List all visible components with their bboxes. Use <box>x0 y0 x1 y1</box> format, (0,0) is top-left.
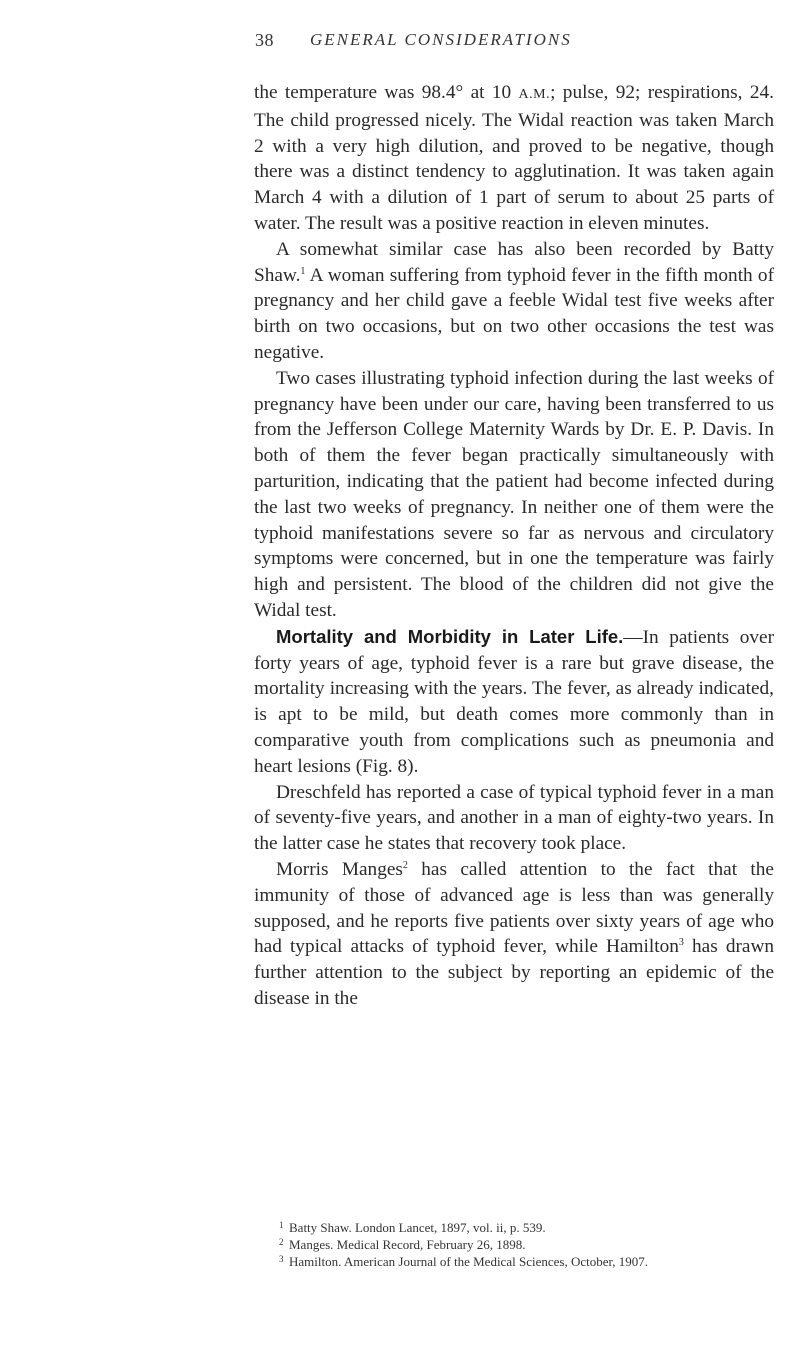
footnote-text: Manges. Medical Record, February 26, 1898. <box>289 1237 526 1252</box>
footnote-ref: 3 <box>678 937 684 949</box>
footnote <box>279 1252 779 1269</box>
paragraph-text: Morris Manges <box>276 858 403 880</box>
footnote-ref: 2 <box>402 859 408 871</box>
footnote <box>279 1218 779 1235</box>
paragraph-manges <box>254 857 774 1012</box>
section-heading: Mortality and Morbidity in Later Life. <box>276 625 624 647</box>
paragraph-text: ; pulse, 92; respirations, 24. The child progressed nicely. The Widal reaction was taken March 2 with a very high dilution, and proved to be negative, though there was a distinct tendency to agglutination. It was taken again March 4 with a dilution of 1 part of serum to about 25 parts of water. The result was a positive reaction in eleven minutes. <box>254 82 774 234</box>
paragraph-two-cases <box>254 366 774 624</box>
page-number: 38 <box>255 30 274 50</box>
running-head: GENERAL CONSIDERATIONS <box>310 30 572 49</box>
footnote-ref: 1 <box>300 265 306 277</box>
footnote-text: Batty Shaw. London Lancet, 1897, vol. ii, p. 539. <box>289 1220 546 1235</box>
footnote <box>279 1235 779 1252</box>
paragraph-text: has drawn further attention to the subject by reporting an epidemic of the disease in the <box>254 936 775 1009</box>
paragraph-text: Two cases illustrating typhoid infection during the last weeks of pregnancy have been under our care, having been transferred to us from the Jefferson College Maternity Wards by Dr. E. P. Davis. In both of them the fever began practically simultaneously with parturition, indicating that the patient had become infected during the last two weeks of pregnancy. In neither one of them were the typhoid manifestations severe so far as nervous and circulatory symptoms were concerned, but in one the temperature was fairly high and persistent. The blood of the children did not give the Widal test. <box>254 367 774 621</box>
footnote-mark: 2 <box>279 1237 284 1247</box>
paragraph-text: A woman suffering from typhoid fever in the fifth month of pregnancy and her child gave a feeble Widal test five weeks after birth on two occasions, but on two other occasions the test was negative. <box>254 264 774 363</box>
footnote-text: Hamilton. American Journal of the Medical Sciences, October, 1907. <box>289 1254 649 1269</box>
paragraph-dreschfeld <box>254 780 774 857</box>
page-header <box>255 30 800 56</box>
footnote-mark: 3 <box>279 1254 284 1264</box>
paragraph-text: A somewhat similar case has also been recorded by Batty Shaw. <box>254 238 774 286</box>
paragraph-batty-shaw <box>254 237 774 366</box>
paragraph-text: —In patients over forty years of age, typhoid fever is a rare but grave disease, the mortality increasing with the years. The fever, as already indicated, is apt to be mild, but death comes more commonly than in comparative youth from complications such as pneumonia and heart lesions (Fig. 8). <box>254 626 774 777</box>
body-text <box>254 80 774 1012</box>
paragraph-text: Dreschfeld has reported a case of typical typhoid fever in a man of seventy-five years, and another in a man of eighty-two years. In the latter case he states that recovery took place. <box>254 781 774 855</box>
footnote-mark: 1 <box>279 1220 284 1230</box>
paragraph-continued <box>254 80 774 237</box>
paragraph-text: the temperature was 98.4° at 10 <box>254 82 519 103</box>
time-abbrev: A.M. <box>518 87 551 102</box>
paragraph-mortality <box>254 624 774 780</box>
footnotes <box>279 1218 779 1269</box>
paragraph-text: has called attention to the fact that the immunity of those of advanced age is less than was generally supposed, and he reports five patients over sixty years of age who had typical attacks of typhoid fever, while Hamilton <box>254 858 774 958</box>
